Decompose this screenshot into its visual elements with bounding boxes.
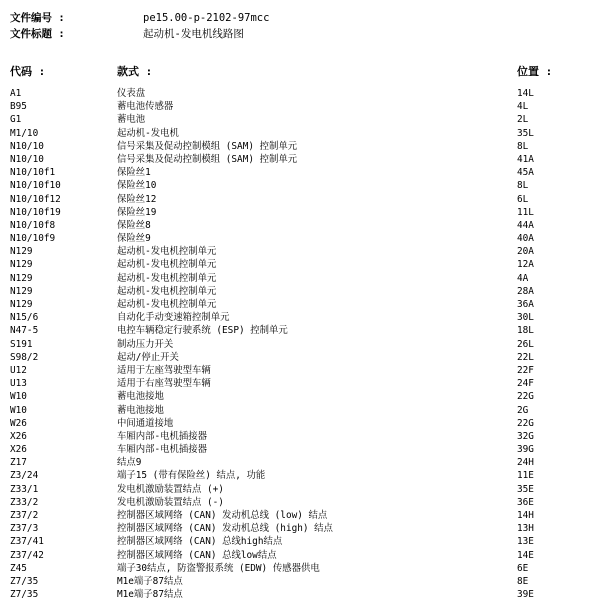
list-item xyxy=(0,193,600,206)
component-list xyxy=(0,87,600,601)
list-item xyxy=(0,417,600,430)
list-item xyxy=(0,153,600,166)
column-header-position: 位置 : xyxy=(517,65,553,78)
file-number-label: 文件编号 : xyxy=(10,12,65,24)
component-position: 41A xyxy=(517,153,534,165)
component-description: 制动压力开关 xyxy=(117,338,174,350)
component-description: 电控车辆稳定行驶系统 (ESP) 控制单元 xyxy=(117,325,288,337)
component-position: 35E xyxy=(517,483,534,495)
list-item xyxy=(0,338,600,351)
component-code: N10/10 xyxy=(10,140,44,152)
file-title-label: 文件标题 : xyxy=(10,28,65,40)
component-code: W26 xyxy=(10,417,27,429)
component-position: 36A xyxy=(517,299,534,310)
component-position: 14L xyxy=(517,88,534,99)
component-description: M1e端子87结点 xyxy=(117,589,183,601)
list-item xyxy=(0,285,600,298)
component-position: 24H xyxy=(517,457,534,469)
list-item xyxy=(0,456,600,469)
component-code: Z37/41 xyxy=(10,536,44,548)
component-description: 端子30结点, 防盗警报系统 (EDW) 传感器供电 xyxy=(117,562,320,574)
component-description: 起动/停止开关 xyxy=(117,351,179,363)
component-code: G1 xyxy=(10,114,22,126)
component-description: 保险丝10 xyxy=(117,180,157,192)
component-position: 12A xyxy=(517,259,534,271)
component-code: U12 xyxy=(10,364,27,376)
component-position: 35L xyxy=(517,127,534,139)
component-code: N10/10f12 xyxy=(10,193,61,205)
component-description: 适用于左座驾驶型车辆 xyxy=(117,364,211,376)
list-item xyxy=(0,258,600,271)
component-position: 39G xyxy=(517,444,534,456)
list-item xyxy=(0,509,600,522)
component-description: 信号采集及促动控制模组 (SAM) 控制单元 xyxy=(117,140,298,152)
component-description: 起动机-发电机控制单元 xyxy=(117,299,217,310)
component-position: 44A xyxy=(517,219,534,231)
component-position: 13E xyxy=(517,536,534,548)
list-item xyxy=(0,245,600,258)
component-position: 36E xyxy=(517,496,534,508)
component-description: 自动化手动变速箱控制单元 xyxy=(117,312,230,324)
component-description: 保险丝19 xyxy=(117,206,157,218)
component-code: N129 xyxy=(10,272,33,284)
component-position: 24F xyxy=(517,378,534,390)
component-code: A1 xyxy=(10,88,22,99)
component-position: 39E xyxy=(517,589,534,601)
component-description: 发电机激励装置结点 (-) xyxy=(117,496,224,508)
component-position: 14H xyxy=(517,510,534,521)
list-item xyxy=(0,562,600,575)
component-description: 控制器区域网络 (CAN) 总线low结点 xyxy=(117,549,277,561)
component-position: 18L xyxy=(517,325,534,337)
file-number-value: pe15.00-p-2102-97mcc xyxy=(143,12,270,24)
list-item xyxy=(0,404,600,417)
component-position: 11E xyxy=(517,470,534,482)
component-position: 20A xyxy=(517,246,534,258)
component-position: 22L xyxy=(517,351,534,363)
list-item xyxy=(0,575,600,588)
component-position: 2G xyxy=(517,404,529,416)
list-item xyxy=(0,588,600,601)
component-position: 11L xyxy=(517,206,534,218)
component-code: N129 xyxy=(10,299,33,310)
component-code: U13 xyxy=(10,378,27,390)
component-code: S98/2 xyxy=(10,351,39,363)
list-item xyxy=(0,549,600,562)
component-code: S191 xyxy=(10,338,33,350)
component-description: 保险丝12 xyxy=(117,193,157,205)
component-position: 8E xyxy=(517,575,529,587)
component-position: 14E xyxy=(517,549,534,561)
list-item xyxy=(0,140,600,153)
component-description: 蓄电池接地 xyxy=(117,404,164,416)
component-description: 中间通道接地 xyxy=(117,417,174,429)
list-item xyxy=(0,272,600,285)
component-description: 车厢内部-电机插接器 xyxy=(117,444,208,456)
component-description: 端子15 (带有保险丝) 结点, 功能 xyxy=(117,470,266,482)
list-item xyxy=(0,100,600,113)
list-item xyxy=(0,206,600,219)
component-position: 26L xyxy=(517,338,534,350)
component-description: 控制器区域网络 (CAN) 发动机总线 (low) 结点 xyxy=(117,510,328,521)
list-item xyxy=(0,443,600,456)
list-item xyxy=(0,113,600,126)
component-position: 2L xyxy=(517,114,529,126)
list-item xyxy=(0,219,600,232)
component-position: 13H xyxy=(517,523,534,535)
component-code: W10 xyxy=(10,404,27,416)
component-position: 8L xyxy=(517,140,529,152)
component-description: 起动机-发电机控制单元 xyxy=(117,259,217,271)
component-code: N129 xyxy=(10,246,33,258)
component-code: Z7/35 xyxy=(10,589,39,601)
component-code: N129 xyxy=(10,285,33,297)
list-item xyxy=(0,127,600,140)
component-code: Z37/2 xyxy=(10,510,39,521)
list-item xyxy=(0,166,600,179)
component-position: 30L xyxy=(517,312,534,324)
component-position: 40A xyxy=(517,233,534,245)
component-code: N10/10f1 xyxy=(10,167,56,179)
list-item xyxy=(0,469,600,482)
component-code: N129 xyxy=(10,259,33,271)
list-item xyxy=(0,496,600,509)
component-code: N47-5 xyxy=(10,325,39,337)
list-item xyxy=(0,298,600,311)
list-item xyxy=(0,324,600,337)
component-code: Z17 xyxy=(10,457,27,469)
component-code: X26 xyxy=(10,430,27,442)
component-code: Z45 xyxy=(10,562,27,574)
component-description: 车厢内部-电机插接器 xyxy=(117,430,208,442)
component-description: 结点9 xyxy=(117,457,142,469)
column-header-style: 款式 : xyxy=(117,65,153,78)
component-description: 蓄电池接地 xyxy=(117,391,164,403)
component-position: 4L xyxy=(517,101,529,113)
list-item xyxy=(0,232,600,245)
component-code: Z3/24 xyxy=(10,470,39,482)
component-code: N15/6 xyxy=(10,312,39,324)
list-item xyxy=(0,351,600,364)
component-position: 22G xyxy=(517,391,534,403)
component-position: 45A xyxy=(517,167,534,179)
component-description: 保险丝8 xyxy=(117,219,151,231)
component-description: 仪表盘 xyxy=(117,88,146,99)
component-position: 6E xyxy=(517,562,529,574)
component-description: 控制器区域网络 (CAN) 总线high结点 xyxy=(117,536,283,548)
component-description: 保险丝1 xyxy=(117,167,151,179)
component-description: 信号采集及促动控制模组 (SAM) 控制单元 xyxy=(117,153,298,165)
component-code: M1/10 xyxy=(10,127,39,139)
list-item xyxy=(0,430,600,443)
component-code: N10/10f10 xyxy=(10,180,61,192)
component-description: 起动机-发电机控制单元 xyxy=(117,285,217,297)
list-item xyxy=(0,364,600,377)
component-code: N10/10 xyxy=(10,153,44,165)
component-code: Z7/35 xyxy=(10,575,39,587)
component-position: 22G xyxy=(517,417,534,429)
component-code: Z33/1 xyxy=(10,483,39,495)
component-position: 6L xyxy=(517,193,529,205)
component-position: 8L xyxy=(517,180,529,192)
component-position: 22F xyxy=(517,364,534,376)
component-description: 起动机-发电机控制单元 xyxy=(117,272,217,284)
component-code: X26 xyxy=(10,444,27,456)
component-code: W10 xyxy=(10,391,27,403)
list-item xyxy=(0,87,600,100)
component-description: 控制器区域网络 (CAN) 发动机总线 (high) 结点 xyxy=(117,523,333,535)
component-code: N10/10f9 xyxy=(10,233,56,245)
component-description: 蓄电池传感器 xyxy=(117,101,174,113)
component-code: N10/10f8 xyxy=(10,219,56,231)
list-item xyxy=(0,535,600,548)
component-description: 适用于右座驾驶型车辆 xyxy=(117,378,211,390)
component-position: 4A xyxy=(517,272,529,284)
list-item xyxy=(0,390,600,403)
component-description: 起动机-发电机 xyxy=(117,127,179,139)
component-description: M1e端子87结点 xyxy=(117,575,183,587)
list-item xyxy=(0,522,600,535)
component-description: 发电机激励装置结点 (+) xyxy=(117,483,224,495)
component-code: B95 xyxy=(10,101,27,113)
component-position: 32G xyxy=(517,430,534,442)
column-header-code: 代码 : xyxy=(10,65,46,78)
list-item xyxy=(0,483,600,496)
component-description: 蓄电池 xyxy=(117,114,146,126)
list-item xyxy=(0,377,600,390)
component-code: N10/10f19 xyxy=(10,206,61,218)
component-code: Z37/42 xyxy=(10,549,44,561)
component-code: Z37/3 xyxy=(10,523,39,535)
list-item xyxy=(0,179,600,192)
component-code: Z33/2 xyxy=(10,496,39,508)
component-description: 保险丝9 xyxy=(117,233,151,245)
component-description: 起动机-发电机控制单元 xyxy=(117,246,217,258)
list-item xyxy=(0,311,600,324)
file-title-value: 起动机-发电机线路图 xyxy=(143,28,244,40)
component-position: 28A xyxy=(517,285,534,297)
